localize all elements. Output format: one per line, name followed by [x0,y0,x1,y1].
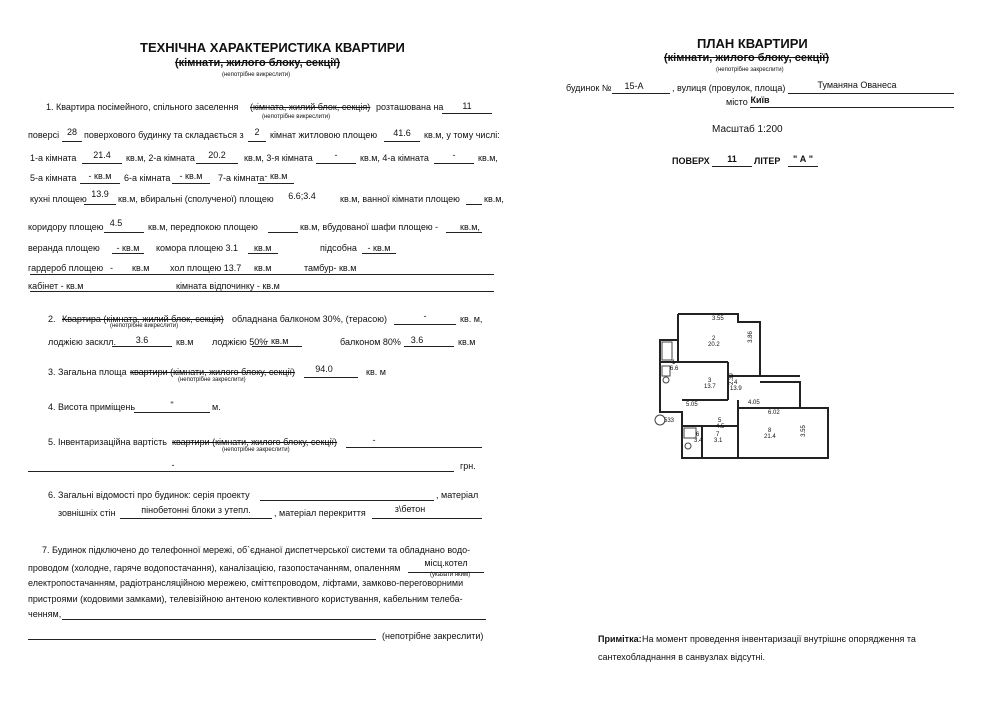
plan-marker: 533 [664,418,675,424]
p7-line4: пристроями (кодовими замками), телевізійною антеною колективного користування, кабельним телеба- [28,594,463,604]
p7-line2: проводом (холодне, гаряче водопостачання), каналізацією, газопостачанням, опаленням [28,563,401,573]
p1-line1-b: розташована на [376,102,444,112]
p1-utility-value: - кв.м [367,243,391,253]
p1-room1-value: 21.4 [93,150,111,160]
p2-loggia-glazed-label: лоджією засклл. [48,337,116,347]
city-label: місто [726,97,748,107]
p1-room4-label: кв.м, 4-а кімната [360,153,429,163]
p5-value-2: - [171,460,175,470]
p4-unit: м. [212,402,221,412]
p1-room7-label: 7-а кімната [218,173,265,183]
p7-line3: електропостачанням, радіотрансляційною мережею, сміттєпроводом, ліфтами, замково-переговорними [28,578,464,588]
p2-terrace-unit: кв. м, [460,314,483,324]
p1-storeys-value: 28 [66,127,77,137]
p1-bath-label: кв.м, ванної кімнати площею [340,194,460,204]
plan-dim-7: 3.55 [800,425,807,437]
p1-pantry-label: комора площею 3.1 [156,243,239,253]
p1-hallroom-unit: кв.м [254,263,272,273]
left-subtitle: (кімнати, жилого блоку, секції) [175,57,341,69]
p1-floor-value: 11 [462,101,472,111]
p3-strike: квартири (кімнати, жилого блоку, секції) [130,367,296,377]
p4-height-value: " [170,400,174,410]
right-title: ПЛАН КВАРТИРИ [697,36,808,51]
p1-pantry-unit: кв.м [254,243,272,253]
p1-line1-strike: (кімната, жилий блок, секція) [250,102,371,112]
p1-living-value: 41.6 [393,128,411,138]
right-note: (непотрібне закреслити) [716,67,784,73]
city-value: Київ [750,95,770,105]
p1-line2-d: поверхового будинку та складається з [84,130,244,140]
left-title: ТЕХНІЧНА ХАРАКТЕРИСТИКА КВАРТИРИ [140,40,405,55]
p1-room4-unit: кв.м, [478,153,498,163]
p5-strike: квартири (кімнати, жилого блоку, секції) [172,437,338,447]
p4-label: 4. Висота приміщень [48,402,136,412]
plan-dim-1: 3.55 [712,316,724,322]
p7-heating-note: (указати яким) [430,572,471,578]
p1-utility-label: підсобна [320,243,357,253]
p7-heating-value: місц.котел [424,558,468,568]
p1-veranda-label: веранда площею [28,243,100,253]
plan-room-5-area: 4.5 [716,424,725,430]
p1-rest: кімната відпочинку - кв.м [176,281,280,291]
p1-wc-label: кв.м, вбиральні (сполученої) площею [118,194,274,204]
plan-room-4-area: 13.9 [730,386,742,392]
p1-veranda-value: - кв.м [116,243,140,253]
p1-room7-value: - кв.м [264,171,288,181]
p1-hall-label: кв.м, передпокою площею [148,222,258,232]
p1-room6-value: - кв.м [179,171,203,181]
plan-dim-4: 4.05 [748,400,760,406]
plan-dim-3: 2.39 [728,373,735,385]
p1-kitchen-label: кухні площею [30,194,87,204]
plan-room-4: 4 [734,380,738,386]
plan-room-1: 1 [672,360,676,366]
p1-line1-a: 1. Квартира посімейного, спільного заселення [46,102,239,112]
p1-line2-c: поверсі [28,130,60,140]
right-subtitle: (кімнати, жилого блоку, секції) [664,52,830,64]
plan-room-8: 8 [768,428,772,434]
p1-corridor-value: 4.5 [109,218,123,228]
p3-note: (непотрібне закреслити) [178,377,246,383]
p7-line5: ченням, [28,609,62,619]
left-cross-note: (непотрібне викреслити) [222,72,291,78]
p6-label: 6. Загальні відомості про будинок: серія проекту [48,490,250,500]
p1-room2-label: кв.м, 2-а кімната [126,153,195,163]
house-value: 15-А [624,81,644,91]
p5-note: (непотрібне закреслити) [222,447,290,453]
floor-label: ПОВЕРХ [672,156,710,166]
p1-room3-label: кв.м, 3-я кімната [244,153,313,163]
p2-loggia-value: - кв.м [265,336,289,346]
p2-terrace-value: - [423,311,427,321]
p3-unit: кв. м [366,367,386,377]
p1-wardrobe-label: кв.м, вбудованої шафи площею - [300,222,439,232]
plan-room-8-area: 21.4 [764,434,776,440]
letter-label: ЛІТЕР [754,156,781,166]
p1-room3-value: - [334,150,338,160]
floor-value: 11 [727,154,737,164]
p1-line2-e: кімнат житловою площею [270,130,378,140]
scale-label: Масштаб 1:200 [712,124,783,135]
p1-dress-value: - [110,263,113,273]
p1-corridor-label: коридору площею [28,222,104,232]
remark-line-1: На момент проведення інвентаризації внутрішнє опорядження та [642,634,916,644]
p2-balcony80-unit: кв.м [458,337,476,347]
remark-label: Примітка: [598,634,642,644]
p5-unit: грн. [460,461,476,471]
p7-end-note: (непотрібне закреслити) [382,631,484,641]
p1-note: (непотрібне викреслити) [262,114,331,120]
plan-room-7: 7 [716,432,720,438]
p1-room2-value: 20.2 [208,150,226,160]
plan-room-2: 2 [712,336,716,342]
p1-wardrobe-unit: кв.м, [460,222,480,232]
p2-note: (непотрібне викреслити) [110,323,179,329]
street-label: , вулиця (провулок, площа) [672,83,786,93]
p2-number: 2. [48,314,56,324]
plan-room-6: 6 [696,432,700,438]
p2-loggia-label: лоджією 50% [212,337,268,347]
p1-room5-label: 5-а кімната [30,173,77,183]
p5-value-1: - [372,435,376,445]
p1-room6-label: 6-а кімната [124,173,171,183]
p2-balcony-label: обладнана балконом 30%, (терасою) [232,314,388,324]
plan-room-1-area: 6.6 [670,366,679,372]
p1-cabinet: кабінет - кв.м [28,281,84,291]
p3-total-value: 94.0 [315,364,333,374]
p1-bath-unit: кв.м, [484,194,504,204]
p1-kitchen-value: 13.9 [91,189,109,199]
p1-tambour: тамбур- кв.м [304,263,357,273]
p1-room1-label: 1-а кімната [30,153,77,163]
plan-room-6-area: 3.4 [694,438,703,444]
p1-line2-f: кв.м, у тому числі: [424,130,500,140]
plan-dim-5: 6.02 [768,410,780,416]
p1-wc-value: 6.6;3.4 [288,191,316,201]
p1-dress-label: гардероб площею [28,263,104,273]
house-label: будинок № [566,83,612,93]
p2-loggia-glazed-value: 3.6 [135,335,149,345]
street-value: Туманяна Ованеса [817,80,897,90]
p6-walls-label: зовнішніх стін [58,508,116,518]
p5-label: 5. Інвентаризаційна вартість [48,437,167,447]
p1-rooms-value: 2 [254,127,260,137]
p1-hallroom-label: хол площею 13.7 [170,263,242,273]
p2-loggia-glazed-unit: кв.м [176,337,194,347]
letter-value: " А " [792,154,814,164]
p3-label: 3. Загальна площа [48,367,127,377]
plan-dim-2: 3.86 [747,331,754,343]
p6-floors-value: з\бетон [394,504,426,514]
floor-plan [648,300,834,464]
plan-room-2-area: 20.2 [708,342,720,348]
p6-material-label: , матеріал [436,490,479,500]
plan-dim-6: 5.05 [686,402,698,408]
plan-room-3-area: 13.7 [704,384,716,390]
plan-room-7-area: 3.1 [714,438,723,444]
p2-balcony80-value: 3.6 [410,335,424,345]
p7-line1: 7. Будинок підключено до телефонної мережі, об`єднаної диспетчерської системи та обладнано водо- [42,545,471,555]
p2-balcony80-label: балконом 80% [340,337,401,347]
p6-walls-value: пінобетонні блоки з утепл. [141,505,251,515]
plan-room-5: 5 [718,418,722,424]
p1-dress-unit: кв.м [132,263,150,273]
p2-strike: Квартира (кімната, жилий блок, секція) [62,314,224,324]
p1-room5-value: - кв.м [88,171,112,181]
p1-room4-value: - [452,150,456,160]
p6-floors-label: , матеріал перекриття [274,508,366,518]
plan-room-3: 3 [708,378,712,384]
remark-line-2: сантехобладнання в санвузлах відсутні. [598,652,766,662]
